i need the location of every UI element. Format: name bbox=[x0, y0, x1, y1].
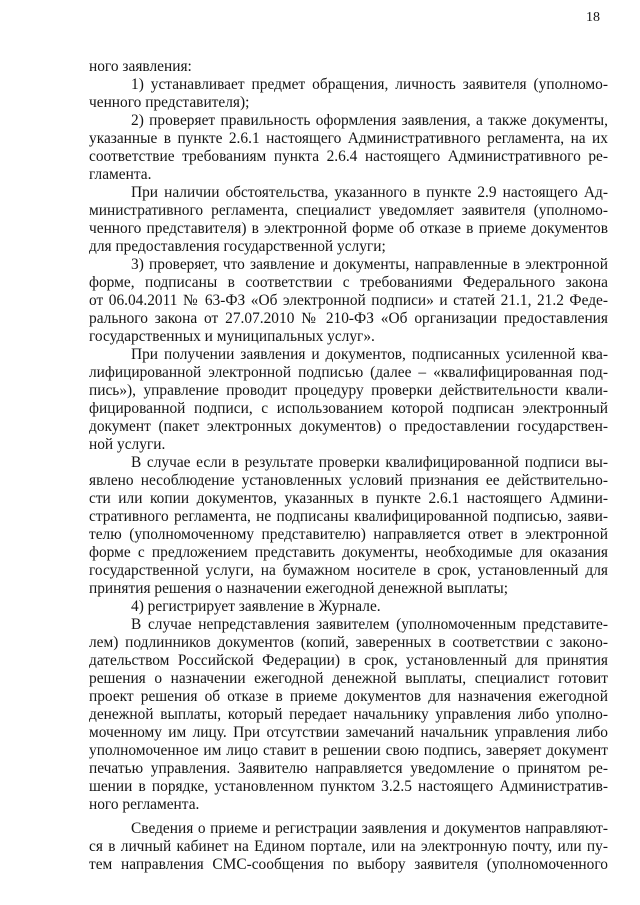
text-line: от 06.04.2011 № 63-ФЗ «Об электронной подписи» и статей 21.1, 21.2 Феде- bbox=[89, 292, 608, 309]
text-line: ного регламента. bbox=[89, 796, 200, 813]
text-line: тем направления СМС-сообщения по выбору заявителя (уполномоченного bbox=[89, 856, 608, 873]
text-line: принятия решения о назначении ежегодной денежной выплаты; bbox=[89, 580, 509, 597]
text-line: При наличии обстоятельства, указанного в пункте 2.9 настоящего Ад- bbox=[131, 184, 608, 201]
text-line: государственных и муниципальных услуг». bbox=[89, 328, 375, 345]
text-line: фицированной подписи, с использованием которой подписан электронный bbox=[89, 400, 608, 417]
text-line: гламента. bbox=[89, 166, 152, 183]
text-line: указанные в пункте 2.6.1 настоящего Административного регламента, на их bbox=[89, 130, 608, 147]
text-line: печатью управления. Заявителю направляется уведомление о принятом ре- bbox=[89, 760, 608, 777]
text-line: ченного представителя) в электронной форме об отказе в приеме документов bbox=[89, 220, 608, 237]
text-line: лифицированной электронной подписью (далее – «квалифицированная под- bbox=[89, 364, 608, 381]
text-line: государственной услуги, на бумажном носителе в срок, установленный для bbox=[89, 562, 608, 579]
text-line: ченного представителя); bbox=[89, 94, 250, 111]
text-line: уполномоченное им лицо ставит в решении свою подпись, заверяет документ bbox=[89, 742, 608, 759]
text-line: документ (пакет электронных документов) о предоставлении государствен- bbox=[89, 418, 608, 435]
text-line: 3) проверяет, что заявление и документы, направленные в электронной bbox=[131, 256, 608, 273]
text-line: стративного регламента, не подписаны квалифицированной подписью, заяви- bbox=[89, 508, 608, 525]
text-line: ной услуги. bbox=[89, 436, 166, 453]
text-line: сти или копии документов, указанных в пункте 2.6.1 настоящего Админи- bbox=[89, 490, 608, 507]
text-line: ного заявления: bbox=[89, 58, 192, 75]
text-line: решения о назначении ежегодной денежной выплаты, специалист готовит bbox=[89, 670, 608, 687]
text-line: денежной выплаты, который передает начальнику управления либо уполно- bbox=[89, 706, 608, 723]
text-line: дательством Российской Федерации) в срок, установленный для принятия bbox=[89, 652, 608, 669]
text-line: Сведения о приеме и регистрации заявления и документов направляют- bbox=[131, 820, 608, 837]
text-line: 1) устанавливает предмет обращения, личность заявителя (уполномо- bbox=[131, 76, 608, 93]
text-line: При получении заявления и документов, подписанных усиленной ква- bbox=[131, 346, 608, 363]
text-line: ся в личный кабинет на Едином портале, или на электронную почту, или пу- bbox=[89, 838, 608, 855]
text-line: для предоставления государственной услуги; bbox=[89, 238, 386, 255]
text-line: 4) регистрирует заявление в Журнале. bbox=[131, 598, 381, 615]
text-line: рального закона от 27.07.2010 № 210-ФЗ «Об организации предоставления bbox=[89, 310, 608, 327]
text-line: пись»), управление проводит процедуру проверки действительности квали- bbox=[89, 382, 608, 399]
text-line: явлено несоблюдение установленных условий признания ее действительно- bbox=[89, 472, 608, 489]
text-line: форме с предложением представить документы, необходимые для оказания bbox=[89, 544, 608, 561]
text-line: моченному им лицу. При отсутствии замечаний начальник управления либо bbox=[89, 724, 608, 741]
page-number: 18 bbox=[586, 10, 600, 25]
text-line: соответствие требованиям пункта 2.6.4 настоящего Административного ре- bbox=[89, 148, 608, 165]
text-line: шении в порядке, установленном пунктом 3.2.5 настоящего Административ- bbox=[89, 778, 608, 795]
text-line: В случае непредставления заявителем (уполномоченным представите- bbox=[131, 616, 608, 633]
text-line: форме, подписаны в соответствии с требованиями Федерального закона bbox=[89, 274, 608, 291]
text-line: проект решения об отказе в приеме документов для назначения ежегодной bbox=[89, 688, 608, 705]
text-line: лем) подлинников документов (копий, заверенных в соответствии с законо- bbox=[89, 634, 608, 651]
text-line: министративного регламента, специалист уведомляет заявителя (уполномо- bbox=[89, 202, 608, 219]
text-line: 2) проверяет правильность оформления заявления, а также документы, bbox=[131, 112, 608, 129]
text-line: В случае если в результате проверки квалифицированной подписи вы- bbox=[131, 454, 608, 471]
text-line: телю (уполномоченному представителю) направляется ответ в электронной bbox=[89, 526, 608, 543]
